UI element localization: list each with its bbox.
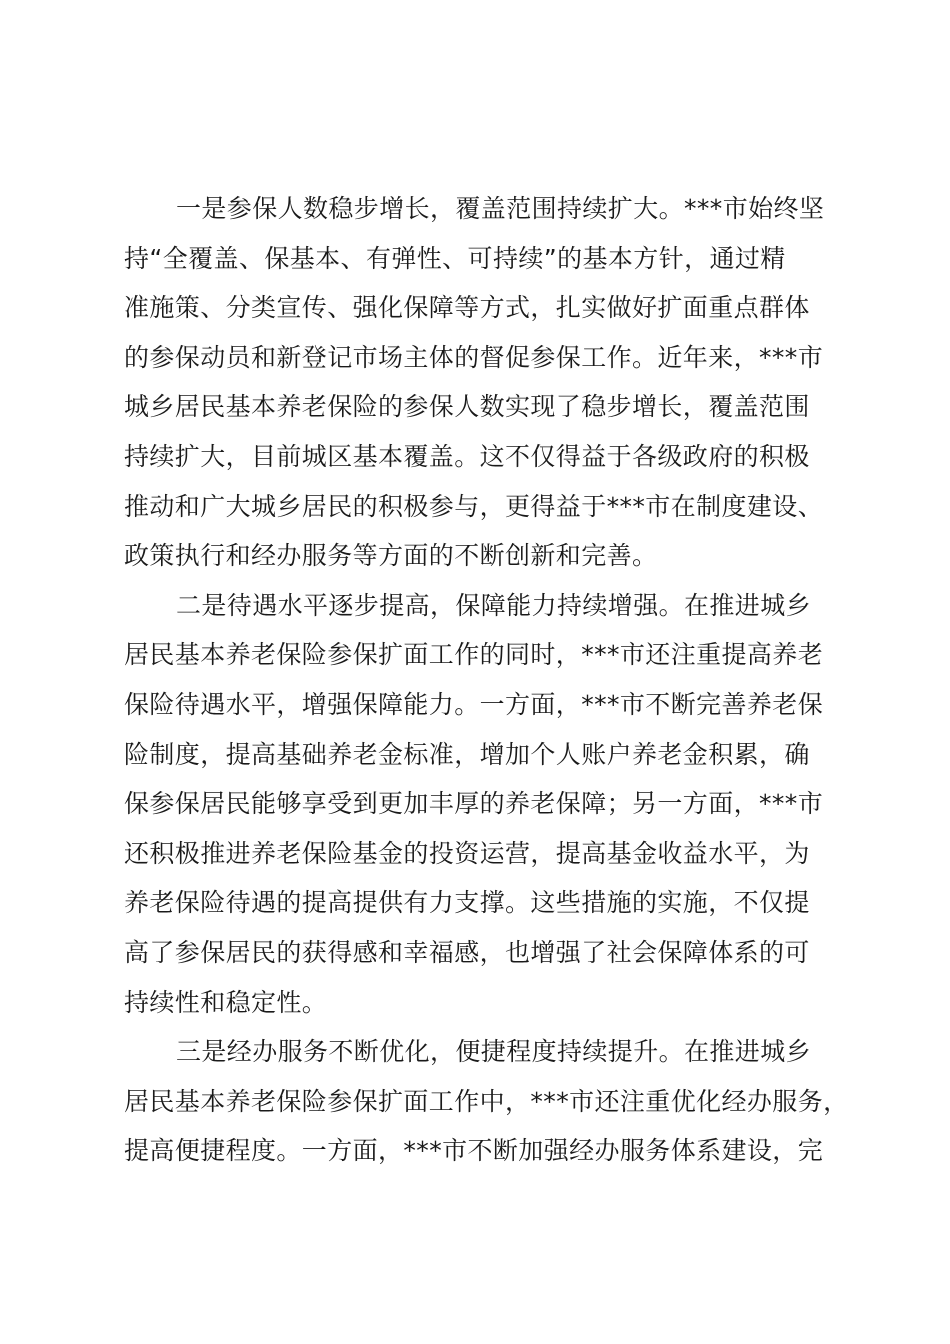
paragraph-line: 养老保险待遇的提高提供有力支撑。这些措施的实施，不仅提 <box>124 888 810 918</box>
paragraph-line: 持续扩大，目前城区基本覆盖。这不仅得益于各级政府的积极 <box>124 441 810 471</box>
paragraph-line: 保险待遇水平，增强保障能力。一方面，***市不断完善养老保 <box>124 689 824 719</box>
paragraph-line: 准施策、分类宣传、强化保障等方式，扎实做好扩面重点群体 <box>124 293 810 323</box>
paragraph-line: 一是参保人数稳步增长，覆盖范围持续扩大。***市始终坚 <box>176 194 825 223</box>
paragraph-line: 政策执行和经办服务等方面的不断创新和完善。 <box>124 541 658 571</box>
paragraph-line: 居民基本养老保险参保扩面工作的同时，***市还注重提高养老 <box>124 640 824 670</box>
paragraph-line: 居民基本养老保险参保扩面工作中，***市还注重优化经办服务， <box>124 1086 849 1116</box>
paragraph-line: 二是待遇水平逐步提高，保障能力持续增强。在推进城乡 <box>176 590 812 620</box>
paragraph-2 <box>124 581 838 1027</box>
paragraph-line: 持续性和稳定性。 <box>124 987 328 1017</box>
paragraph-line: 提高便捷程度。一方面，***市不断加强经办服务体系建设，完 <box>124 1136 824 1166</box>
paragraph-line: 的参保动员和新登记市场主体的督促参保工作。近年来，***市 <box>124 342 824 372</box>
paragraph-line: 三是经办服务不断优化，便捷程度持续提升。在推进城乡 <box>176 1037 812 1067</box>
paragraph-line: 保参保居民能够享受到更加丰厚的养老保障；另一方面，***市 <box>124 789 824 819</box>
document-body <box>124 184 849 1176</box>
paragraph-line: 推动和广大城乡居民的积极参与，更得益于***市在制度建设、 <box>124 491 824 521</box>
paragraph-3 <box>124 1027 849 1176</box>
paragraph-line: 高了参保居民的获得感和幸福感，也增强了社会保障体系的可 <box>124 937 810 967</box>
paragraph-1 <box>124 184 838 581</box>
paragraph-line: 险制度，提高基础养老金标准，增加个人账户养老金积累，确 <box>124 739 810 769</box>
paragraph-line: 城乡居民基本养老保险的参保人数实现了稳步增长，覆盖范围 <box>124 392 810 422</box>
paragraph-line: 还积极推进养老保险基金的投资运营，提高基金收益水平，为 <box>124 838 810 868</box>
paragraph-line: 持“全覆盖、保基本、有弹性、可持续”的基本方针，通过精 <box>124 243 786 273</box>
